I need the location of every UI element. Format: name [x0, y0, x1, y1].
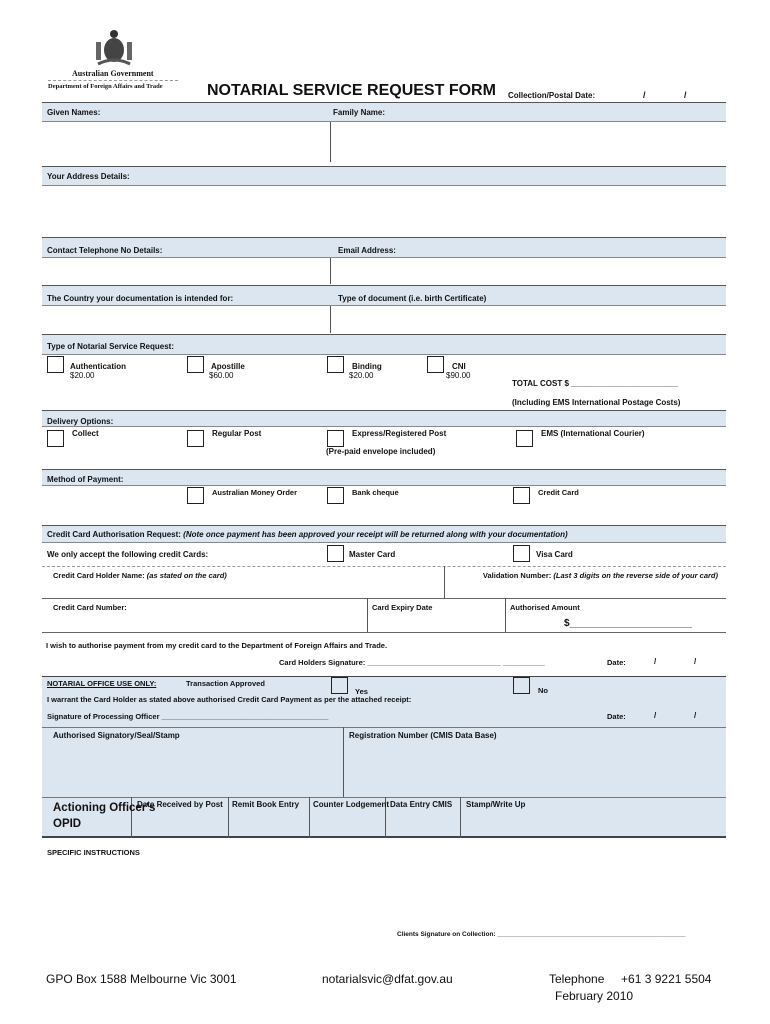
given-names-field[interactable] [42, 122, 330, 162]
option-price: $90.00 [446, 371, 471, 380]
option-label: Express/Registered Post [352, 429, 447, 438]
regular-post-checkbox[interactable] [187, 430, 204, 447]
option-price: $20.00 [349, 371, 374, 380]
column-label: Stamp/Write Up [466, 800, 526, 809]
card-number-label: Credit Card Number: [53, 603, 127, 612]
email-label: Email Address: [338, 246, 396, 255]
doc-type-label: Type of document (i.e. birth Certificate) [338, 294, 487, 303]
option-label: EMS (International Courier) [541, 429, 645, 438]
prepaid-note: (Pre-paid envelope included) [326, 447, 436, 456]
date-separator: / [654, 711, 657, 720]
option-price: $20.00 [70, 371, 95, 380]
office-heading: NOTARIAL OFFICE USE ONLY: [47, 679, 157, 688]
footer-date: February 2010 [555, 989, 634, 1003]
validation-text: Validation Number: [482, 571, 552, 580]
option-label: Australian Money Order [212, 488, 298, 497]
family-name-label: Family Name: [333, 108, 386, 117]
telephone-label: Contact Telephone No Details: [47, 246, 163, 255]
footer-email[interactable]: notarialsvic@dfat.gov.au [322, 972, 453, 986]
address-field[interactable] [42, 187, 726, 237]
validation-field[interactable] [446, 580, 724, 597]
date-separator: / [643, 90, 646, 100]
family-name-field[interactable] [331, 122, 726, 162]
client-signature[interactable]: Clients Signature on Collection: ____________________________________________________ [397, 931, 686, 938]
collection-date-label: Collection/Postal Date: [508, 91, 596, 100]
agency-name: Australian Government [72, 69, 154, 78]
binding-checkbox[interactable] [327, 356, 344, 373]
date-separator: / [694, 657, 697, 666]
card-holder-signature[interactable]: Card Holders Signature: ________________________________ __________ [279, 658, 545, 667]
address-label: Your Address Details: [47, 172, 130, 181]
date-label: Date: [607, 712, 626, 721]
credit-note: (Note once payment has been approved your receipt will be returned along with your documentation) [183, 530, 568, 539]
option-label: Bank cheque [352, 488, 399, 497]
instructions-heading: SPECIFIC INSTRUCTIONS [47, 848, 140, 857]
bank-cheque-checkbox[interactable] [327, 487, 344, 504]
option-label: Regular Post [212, 429, 262, 438]
authentication-checkbox[interactable] [47, 356, 64, 373]
authorise-text: I wish to authorise payment from my credit card to the Department of Foreign Affairs and Trade. [46, 641, 388, 650]
no-label: No [538, 686, 548, 695]
service-heading: Type of Notarial Service Request: [47, 342, 174, 351]
option-label: CNI [452, 362, 466, 371]
crest-icon [92, 28, 136, 68]
signatory-label: Authorised Signatory/Seal/Stamp [53, 731, 180, 740]
given-names-label: Given Names: [47, 108, 101, 117]
card-number-field[interactable] [42, 612, 366, 631]
option-label: Credit Card [538, 488, 579, 497]
registration-label: Registration Number (CMIS Data Base) [349, 731, 497, 740]
option-label: Authentication [70, 362, 126, 371]
column-label: Remit Book Entry [232, 800, 300, 809]
total-cost-note: (Including EMS International Postage Costs) [512, 398, 681, 407]
opid-label: Actioning Officer's [53, 802, 156, 814]
footer-address: GPO Box 1588 Melbourne Vic 3001 [46, 972, 237, 986]
date-separator: / [684, 90, 687, 100]
option-label: Apostille [211, 362, 245, 371]
payment-heading: Method of Payment: [47, 475, 124, 484]
amount-label: Authorised Amount [510, 603, 580, 612]
approved-yes-checkbox[interactable] [331, 677, 348, 694]
date-label: Date: [607, 658, 626, 667]
accept-label: We only accept the following credit Cards: [47, 550, 209, 559]
column-label: Data Entry CMIS [390, 800, 453, 809]
option-label: Collect [72, 429, 99, 438]
approved-no-checkbox[interactable] [513, 677, 530, 694]
mastercard-checkbox[interactable] [327, 545, 344, 562]
page-title: NOTARIAL SERVICE REQUEST FORM [207, 82, 496, 99]
credit-heading [47, 530, 568, 539]
holder-name-text: Credit Card Holder Name: [53, 571, 145, 580]
visa-checkbox[interactable] [513, 545, 530, 562]
instructions-field[interactable] [42, 860, 726, 922]
option-price: $60.00 [209, 371, 234, 380]
validation-label [483, 571, 718, 580]
expiry-field[interactable] [369, 612, 504, 631]
option-label: Visa Card [536, 550, 573, 559]
holder-name-field[interactable] [42, 580, 442, 597]
total-cost-field[interactable]: TOTAL COST $ ________________________ [512, 379, 678, 388]
option-label: Binding [352, 362, 382, 371]
country-label: The Country your documentation is intended for: [47, 294, 234, 303]
officer-signature[interactable]: Signature of Processing Officer ________________________________________ [47, 712, 329, 721]
footer-telephone: Telephone +61 3 9221 5504 [549, 972, 712, 986]
ems-checkbox[interactable] [516, 430, 533, 447]
column-label: Counter Lodgement [313, 800, 389, 809]
transaction-label: Transaction Approved [186, 679, 265, 688]
apostille-checkbox[interactable] [187, 356, 204, 373]
department-name: Department of Foreign Affairs and Trade [48, 83, 163, 90]
holder-note: (as stated on the card) [146, 571, 227, 580]
collect-checkbox[interactable] [47, 430, 64, 447]
date-separator: / [694, 711, 697, 720]
column-label: Date Received by Post [137, 800, 223, 809]
date-separator: / [654, 657, 657, 666]
cni-checkbox[interactable] [427, 356, 444, 373]
expiry-label: Card Expiry Date [372, 603, 433, 612]
delivery-heading: Delivery Options: [47, 417, 114, 426]
amount-field[interactable]: $______________________ [564, 618, 692, 629]
telephone-field[interactable] [42, 259, 330, 284]
credit-heading-text: Credit Card Authorisation Request: [47, 530, 181, 539]
express-post-checkbox[interactable] [327, 430, 344, 447]
country-field[interactable] [42, 307, 330, 333]
option-label: Master Card [349, 550, 396, 559]
warrant-text: I warrant the Card Holder as stated above authorised Credit Card Payment as per the attached receipt: [47, 695, 412, 704]
opid-label-2: OPID [53, 818, 82, 830]
doc-type-field[interactable] [331, 307, 726, 333]
validation-note: (Last 3 digits on the reverse side of your card) [553, 571, 718, 580]
credit-card-checkbox[interactable] [513, 487, 530, 504]
email-field[interactable] [331, 259, 726, 284]
yes-label: Yes [355, 687, 368, 696]
holder-name-label [53, 571, 227, 580]
money-order-checkbox[interactable] [187, 487, 204, 504]
